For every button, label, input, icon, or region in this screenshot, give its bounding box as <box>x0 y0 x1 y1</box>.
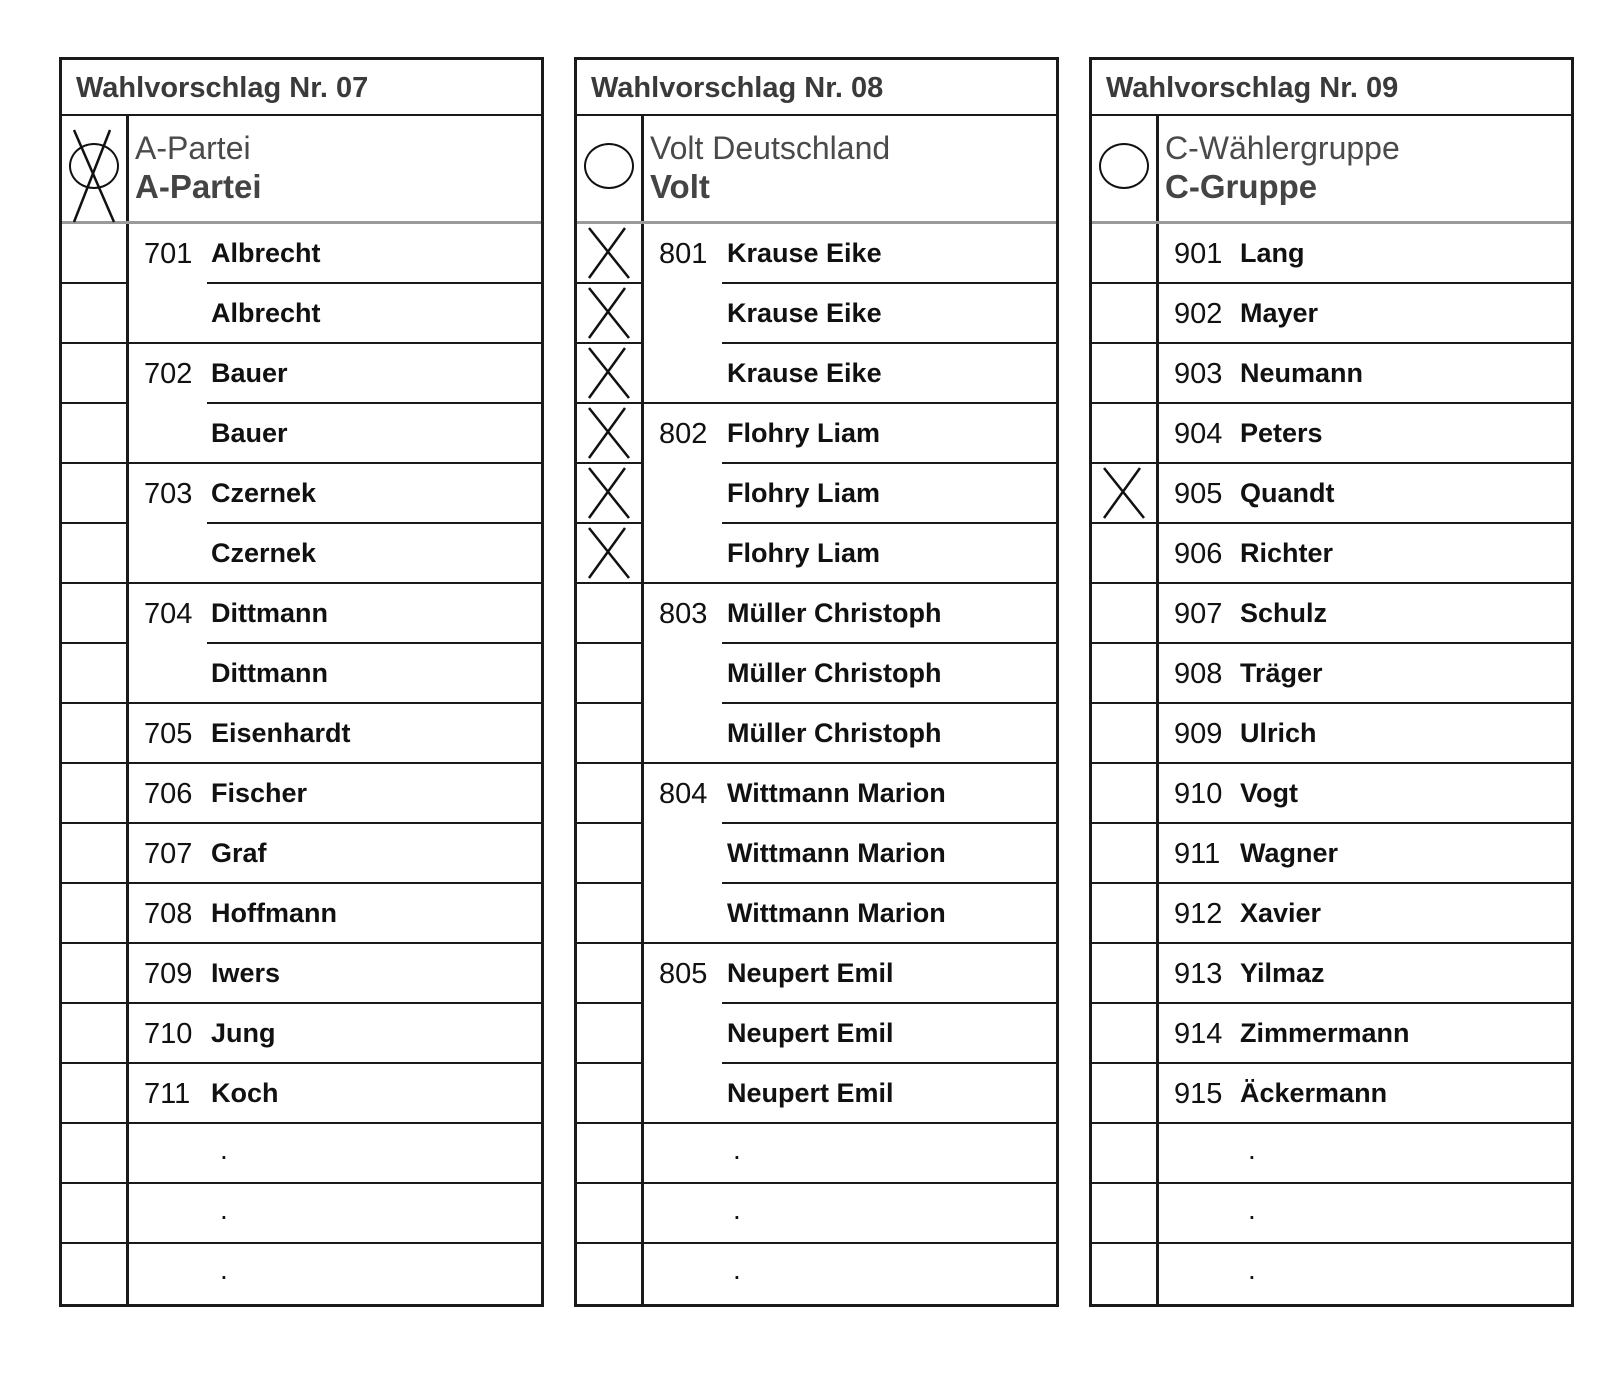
cross-mark-icon <box>62 126 124 226</box>
candidate-vote-box[interactable] <box>1092 1124 1159 1184</box>
candidate-vote-box[interactable] <box>62 1184 129 1244</box>
candidate-vote-box[interactable] <box>577 464 644 524</box>
candidate-vote-box[interactable] <box>577 764 644 824</box>
candidate-name: Wittmann Marion <box>727 838 946 868</box>
candidate-vote-box[interactable] <box>1092 584 1159 644</box>
candidate-row <box>577 1244 1056 1304</box>
candidate-row <box>62 824 541 884</box>
candidate-vote-box[interactable] <box>1092 344 1159 404</box>
candidate-row <box>577 344 1056 404</box>
candidate-name: Träger <box>1240 658 1323 688</box>
candidate-name: Neupert Emil <box>727 1018 894 1048</box>
party-short-name: A-Partei <box>135 168 262 206</box>
continuation-dot: . <box>1248 1134 1256 1165</box>
candidate-number: 705 <box>144 718 193 750</box>
candidate-row <box>1092 944 1571 1004</box>
candidate-name: Neupert Emil <box>727 958 894 988</box>
candidate-vote-box[interactable] <box>62 1004 129 1064</box>
candidate-row <box>577 704 1056 764</box>
candidate-row <box>1092 704 1571 764</box>
candidate-vote-box[interactable] <box>1092 404 1159 464</box>
candidate-vote-box[interactable] <box>1092 884 1159 944</box>
candidate-number: 707 <box>144 838 193 870</box>
candidate-vote-box[interactable] <box>62 1124 129 1184</box>
cross-mark-icon <box>577 344 639 402</box>
candidate-vote-box[interactable] <box>1092 824 1159 884</box>
candidate-name: Jung <box>211 1018 276 1048</box>
candidate-number: 701 <box>144 238 193 270</box>
candidate-number: 910 <box>1174 778 1223 810</box>
candidate-number: 704 <box>144 598 193 630</box>
candidate-row <box>577 1184 1056 1244</box>
candidate-number: 912 <box>1174 898 1223 930</box>
party-name-block <box>135 129 262 207</box>
candidate-name: Müller Christoph <box>727 598 942 628</box>
continuation-dot: . <box>220 1134 228 1165</box>
candidate-row <box>1092 464 1571 524</box>
party-vote-circle[interactable] <box>1099 143 1149 189</box>
candidate-row <box>62 284 541 344</box>
candidate-number: 708 <box>144 898 193 930</box>
candidate-vote-box[interactable] <box>62 764 129 824</box>
party-short-name: Volt <box>650 168 710 206</box>
candidate-row <box>1092 584 1571 644</box>
candidate-name: Ulrich <box>1240 718 1317 748</box>
candidate-name: Flohry Liam <box>727 418 881 448</box>
candidate-row <box>577 824 1056 884</box>
candidate-vote-box[interactable] <box>1092 224 1159 284</box>
candidate-vote-box[interactable] <box>62 1064 129 1124</box>
candidate-name: Yilmaz <box>1240 958 1325 988</box>
candidate-number: 702 <box>144 358 193 390</box>
candidate-row <box>577 404 1056 464</box>
candidate-name: Flohry Liam <box>727 538 881 568</box>
candidate-row <box>1092 884 1571 944</box>
candidate-vote-box[interactable] <box>62 824 129 884</box>
candidate-row <box>577 1004 1056 1064</box>
candidate-vote-box[interactable] <box>577 344 644 404</box>
candidate-name: Eisenhardt <box>211 718 351 748</box>
candidate-number: 709 <box>144 958 193 990</box>
candidate-vote-box[interactable] <box>577 704 644 764</box>
candidate-name: Albrecht <box>211 298 321 328</box>
candidate-vote-box[interactable] <box>1092 764 1159 824</box>
candidate-row <box>1092 824 1571 884</box>
candidate-number: 805 <box>659 958 708 990</box>
candidate-row <box>577 224 1056 284</box>
cross-mark-icon <box>577 284 639 342</box>
candidate-name: Wagner <box>1240 838 1339 868</box>
candidate-vote-box[interactable] <box>577 584 644 644</box>
candidate-vote-box[interactable] <box>577 1184 644 1244</box>
continuation-dot: . <box>220 1254 228 1285</box>
party-vote-circle[interactable] <box>584 143 634 189</box>
candidate-name: Wittmann Marion <box>727 898 946 928</box>
candidate-name: Müller Christoph <box>727 718 942 748</box>
ballot-column <box>1089 57 1574 1307</box>
candidate-name: Graf <box>211 838 267 868</box>
candidate-vote-box[interactable] <box>62 944 129 1004</box>
candidate-row <box>62 944 541 1004</box>
party-row <box>577 116 1056 224</box>
candidate-number: 801 <box>659 238 708 270</box>
candidate-row <box>1092 764 1571 824</box>
cross-mark-icon <box>577 224 639 282</box>
candidate-number: 804 <box>659 778 708 810</box>
candidate-name: Müller Christoph <box>727 658 942 688</box>
candidate-vote-box[interactable] <box>577 644 644 704</box>
candidate-name: Krause Eike <box>727 358 882 388</box>
candidate-name: Lang <box>1240 238 1305 268</box>
cross-mark-icon <box>1092 464 1154 522</box>
candidate-row <box>62 1184 541 1244</box>
continuation-dot: . <box>733 1134 741 1165</box>
candidate-row <box>577 284 1056 344</box>
candidate-vote-box[interactable] <box>1092 284 1159 344</box>
candidate-vote-box[interactable] <box>1092 644 1159 704</box>
candidate-row <box>1092 224 1571 284</box>
candidate-row <box>1092 1004 1571 1064</box>
candidate-row <box>1092 344 1571 404</box>
candidate-number: 904 <box>1174 418 1223 450</box>
ballot-column <box>59 57 544 1307</box>
ballot-header: Wahlvorschlag Nr. 09 <box>1092 60 1571 116</box>
candidate-number: 802 <box>659 418 708 450</box>
candidate-vote-box[interactable] <box>1092 1244 1159 1304</box>
candidate-vote-box[interactable] <box>577 1244 644 1304</box>
candidate-row <box>577 1064 1056 1124</box>
candidate-vote-box[interactable] <box>62 344 129 404</box>
candidate-row <box>577 524 1056 584</box>
candidate-row <box>577 464 1056 524</box>
ballot-header: Wahlvorschlag Nr. 07 <box>62 60 541 116</box>
candidate-vote-box[interactable] <box>1092 944 1159 1004</box>
candidate-name: Vogt <box>1240 778 1298 808</box>
candidate-vote-box[interactable] <box>62 464 129 524</box>
candidate-name: Hoffmann <box>211 898 337 928</box>
party-name-block <box>650 129 890 207</box>
candidate-vote-box[interactable] <box>577 524 644 584</box>
candidate-name: Zimmermann <box>1240 1018 1410 1048</box>
candidate-number: 711 <box>144 1078 191 1110</box>
candidate-row <box>62 224 541 284</box>
candidate-name: Flohry Liam <box>727 478 881 508</box>
candidate-row <box>62 464 541 524</box>
candidate-vote-box[interactable] <box>1092 1184 1159 1244</box>
candidate-row <box>62 404 541 464</box>
candidate-name: Koch <box>211 1078 279 1108</box>
candidate-number: 914 <box>1174 1018 1223 1050</box>
candidate-vote-box[interactable] <box>62 224 129 284</box>
candidate-number: 911 <box>1174 838 1221 870</box>
ballot-column <box>574 57 1059 1307</box>
party-full-name: A-Partei <box>135 130 251 166</box>
candidate-number: 913 <box>1174 958 1223 990</box>
candidate-row <box>62 1244 541 1304</box>
candidate-name: Czernek <box>211 538 317 568</box>
candidate-number: 901 <box>1174 238 1223 270</box>
candidate-name: Albrecht <box>211 238 321 268</box>
candidate-row <box>62 884 541 944</box>
candidate-name: Wittmann Marion <box>727 778 946 808</box>
continuation-dot: . <box>733 1254 741 1285</box>
candidate-number: 903 <box>1174 358 1223 390</box>
candidate-row <box>577 884 1056 944</box>
candidate-name: Neupert Emil <box>727 1078 894 1108</box>
candidate-vote-box[interactable] <box>62 284 129 344</box>
candidate-number: 908 <box>1174 658 1223 690</box>
candidate-row <box>1092 524 1571 584</box>
candidate-vote-box[interactable] <box>577 284 644 344</box>
candidate-row <box>1092 644 1571 704</box>
candidate-name: Richter <box>1240 538 1334 568</box>
candidate-name: Äckermann <box>1240 1078 1388 1108</box>
candidate-name: Peters <box>1240 418 1323 448</box>
candidate-number: 803 <box>659 598 708 630</box>
candidate-vote-box[interactable] <box>577 1064 644 1124</box>
candidate-vote-box[interactable] <box>1092 524 1159 584</box>
candidate-vote-box[interactable] <box>577 1124 644 1184</box>
candidate-row <box>1092 1124 1571 1184</box>
candidate-row <box>62 584 541 644</box>
candidate-name: Iwers <box>211 958 281 988</box>
candidate-row <box>62 704 541 764</box>
candidate-vote-box[interactable] <box>577 404 644 464</box>
candidate-row <box>577 644 1056 704</box>
candidate-row <box>62 1064 541 1124</box>
continuation-dot: . <box>1248 1194 1256 1225</box>
party-name-block <box>1165 129 1400 207</box>
candidate-row <box>577 764 1056 824</box>
party-vote-box[interactable] <box>62 116 129 221</box>
party-full-name: Volt Deutschland <box>650 130 891 166</box>
party-full-name: C-Wählergruppe <box>1165 130 1400 166</box>
candidate-number: 906 <box>1174 538 1223 570</box>
candidate-number: 902 <box>1174 298 1223 330</box>
candidate-row <box>577 584 1056 644</box>
party-vote-box[interactable] <box>577 116 644 221</box>
candidate-vote-box[interactable] <box>1092 464 1159 524</box>
candidate-name: Dittmann <box>211 598 328 628</box>
candidate-number: 907 <box>1174 598 1223 630</box>
candidate-vote-box[interactable] <box>1092 704 1159 764</box>
candidate-vote-box[interactable] <box>577 824 644 884</box>
candidate-vote-box[interactable] <box>1092 1064 1159 1124</box>
candidate-name: Bauer <box>211 358 288 388</box>
candidate-name: Quandt <box>1240 478 1335 508</box>
candidate-vote-box[interactable] <box>62 1244 129 1304</box>
continuation-dot: . <box>1248 1254 1256 1285</box>
candidate-vote-box[interactable] <box>577 944 644 1004</box>
candidate-number: 909 <box>1174 718 1223 750</box>
candidate-number: 703 <box>144 478 193 510</box>
candidate-name: Fischer <box>211 778 308 808</box>
candidate-name: Neumann <box>1240 358 1364 388</box>
candidate-row <box>1092 284 1571 344</box>
cross-mark-icon <box>577 464 639 522</box>
candidate-number: 706 <box>144 778 193 810</box>
cross-mark-icon <box>577 524 639 582</box>
party-short-name: C-Gruppe <box>1165 168 1318 206</box>
candidate-vote-box[interactable] <box>577 1004 644 1064</box>
continuation-dot: . <box>733 1194 741 1225</box>
candidate-row <box>62 344 541 404</box>
candidate-vote-box[interactable] <box>577 224 644 284</box>
party-vote-box[interactable] <box>1092 116 1159 221</box>
candidate-row <box>62 764 541 824</box>
candidate-row <box>577 944 1056 1004</box>
candidate-vote-box[interactable] <box>62 584 129 644</box>
candidate-number: 915 <box>1174 1078 1223 1110</box>
candidate-row <box>1092 1244 1571 1304</box>
candidate-row <box>62 1004 541 1064</box>
candidate-vote-box[interactable] <box>62 884 129 944</box>
candidate-vote-box[interactable] <box>62 404 129 464</box>
candidate-vote-box[interactable] <box>62 644 129 704</box>
candidate-name: Czernek <box>211 478 317 508</box>
candidate-name: Schulz <box>1240 598 1328 628</box>
candidate-number: 710 <box>144 1018 193 1050</box>
candidate-row <box>1092 1184 1571 1244</box>
candidate-vote-box[interactable] <box>62 524 129 584</box>
candidate-row <box>1092 404 1571 464</box>
candidate-vote-box[interactable] <box>577 884 644 944</box>
party-row <box>1092 116 1571 224</box>
candidate-row <box>577 1124 1056 1184</box>
cross-mark-icon <box>577 404 639 462</box>
party-row <box>62 116 541 224</box>
candidate-row <box>62 524 541 584</box>
ballot-header: Wahlvorschlag Nr. 08 <box>577 60 1056 116</box>
candidate-row <box>62 644 541 704</box>
candidate-row <box>1092 1064 1571 1124</box>
candidate-name: Mayer <box>1240 298 1319 328</box>
candidate-vote-box[interactable] <box>1092 1004 1159 1064</box>
candidate-name: Krause Eike <box>727 298 882 328</box>
candidate-name: Xavier <box>1240 898 1322 928</box>
candidate-name: Krause Eike <box>727 238 882 268</box>
candidate-vote-box[interactable] <box>62 704 129 764</box>
continuation-dot: . <box>220 1194 228 1225</box>
candidate-row <box>62 1124 541 1184</box>
candidate-name: Bauer <box>211 418 288 448</box>
candidate-number: 905 <box>1174 478 1223 510</box>
candidate-name: Dittmann <box>211 658 328 688</box>
